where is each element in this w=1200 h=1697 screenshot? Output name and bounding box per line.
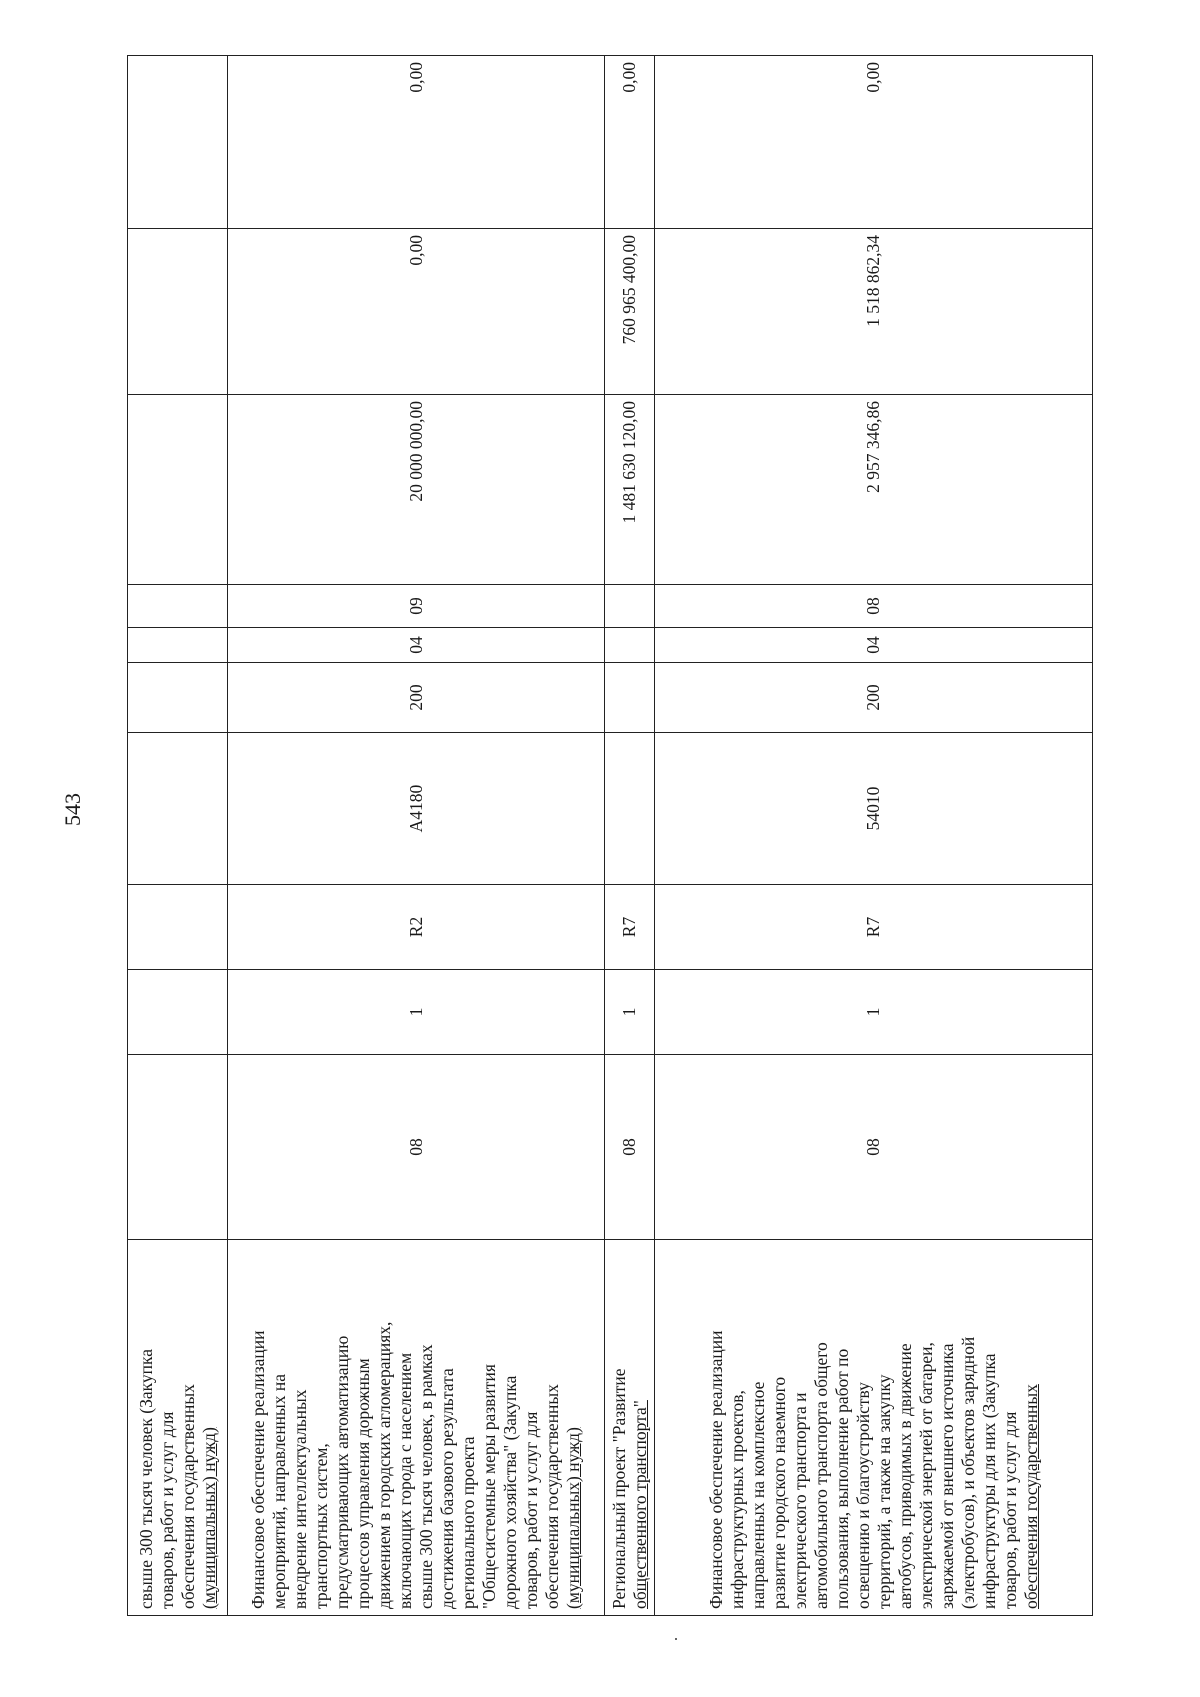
row-description: свыше 300 тысяч человек (Закупка товаров, работ и услуг для обеспечения государственных (муниципальных) нужд) — [128, 1240, 228, 1616]
amount-year-3: 0,00 — [655, 56, 1093, 229]
subsection-code: 08 — [655, 585, 1093, 628]
expense-type-code: 200 — [655, 663, 1093, 733]
amount-year-3: 0,00 — [228, 56, 605, 229]
subprogram-code: 1 — [228, 970, 605, 1055]
section-code — [128, 628, 228, 663]
amount-year-1: 20 000 000,00 — [228, 395, 605, 585]
direction-code — [128, 733, 228, 885]
page-number: 543 — [60, 793, 85, 826]
direction-code: 54010 — [655, 733, 1093, 885]
program-code: 08 — [655, 1055, 1093, 1240]
subprogram-code: 1 — [655, 970, 1093, 1055]
budget-table — [127, 55, 1093, 1616]
section-code: 04 — [228, 628, 605, 663]
amount-year-3: 0,00 — [605, 56, 655, 229]
direction-code — [605, 733, 655, 885]
amount-year-2: 1 518 862,34 — [655, 229, 1093, 395]
table-row — [605, 56, 655, 1616]
project-code: R7 — [605, 885, 655, 970]
direction-code: A4180 — [228, 733, 605, 885]
row-description: Финансовое обеспечение реализации мероприятий, направленных на внедрение интеллектуальных транспортных систем, предусматривающих автоматизацию процессов управления дорожным движением в городских агломерациях, включающих города с населением свыше 300 тысяч человек, в рамках достижения базового результата регионального проекта "Общесистемные меры развития дорожного хозяйства" (Закупка товаров, работ и услуг для обеспечения государственных (муниципальных) нужд) — [228, 1240, 605, 1616]
amount-year-1: 2 957 346,86 — [655, 395, 1093, 585]
table-row — [228, 56, 605, 1616]
program-code: 08 — [605, 1055, 655, 1240]
project-code: R2 — [228, 885, 605, 970]
subsection-code — [605, 585, 655, 628]
project-code: R7 — [655, 885, 1093, 970]
expense-type-code: 200 — [228, 663, 605, 733]
amount-year-2: 760 965 400,00 — [605, 229, 655, 395]
subprogram-code: 1 — [605, 970, 655, 1055]
amount-year-1: 1 481 630 120,00 — [605, 395, 655, 585]
subprogram-code — [128, 970, 228, 1055]
section-code — [605, 628, 655, 663]
project-code — [128, 885, 228, 970]
expense-type-code — [605, 663, 655, 733]
row-description: Региональный проект "Развитие общественного транспорта" — [605, 1240, 655, 1616]
amount-year-3 — [128, 56, 228, 229]
program-code: 08 — [228, 1055, 605, 1240]
amount-year-2 — [128, 229, 228, 395]
table-row — [128, 56, 228, 1616]
amount-year-2: 0,00 — [228, 229, 605, 395]
section-code: 04 — [655, 628, 1093, 663]
amount-year-1 — [128, 395, 228, 585]
row-description: Финансовое обеспечение реализации инфраструктурных проектов, направленных на комплексное развитие городского наземного электрического транспорта и автомобильного транспорта общего пользования, выполнение работ по освещению и благоустройству территорий, а также на закупку автобусов, приводимых в движение электрической энергией от батареи, заряжаемой от внешнего источника (электробусов), и объектов зарядной инфраструктуры для них (Закупка товаров, работ и услуг для обеспечения государственных — [655, 1240, 1093, 1616]
subsection-code — [128, 585, 228, 628]
scan-speck — [675, 1638, 677, 1640]
program-code — [128, 1055, 228, 1240]
expense-type-code — [128, 663, 228, 733]
table-row — [655, 56, 1093, 1616]
subsection-code: 09 — [228, 585, 605, 628]
budget-table-rotated — [127, 56, 1092, 1616]
